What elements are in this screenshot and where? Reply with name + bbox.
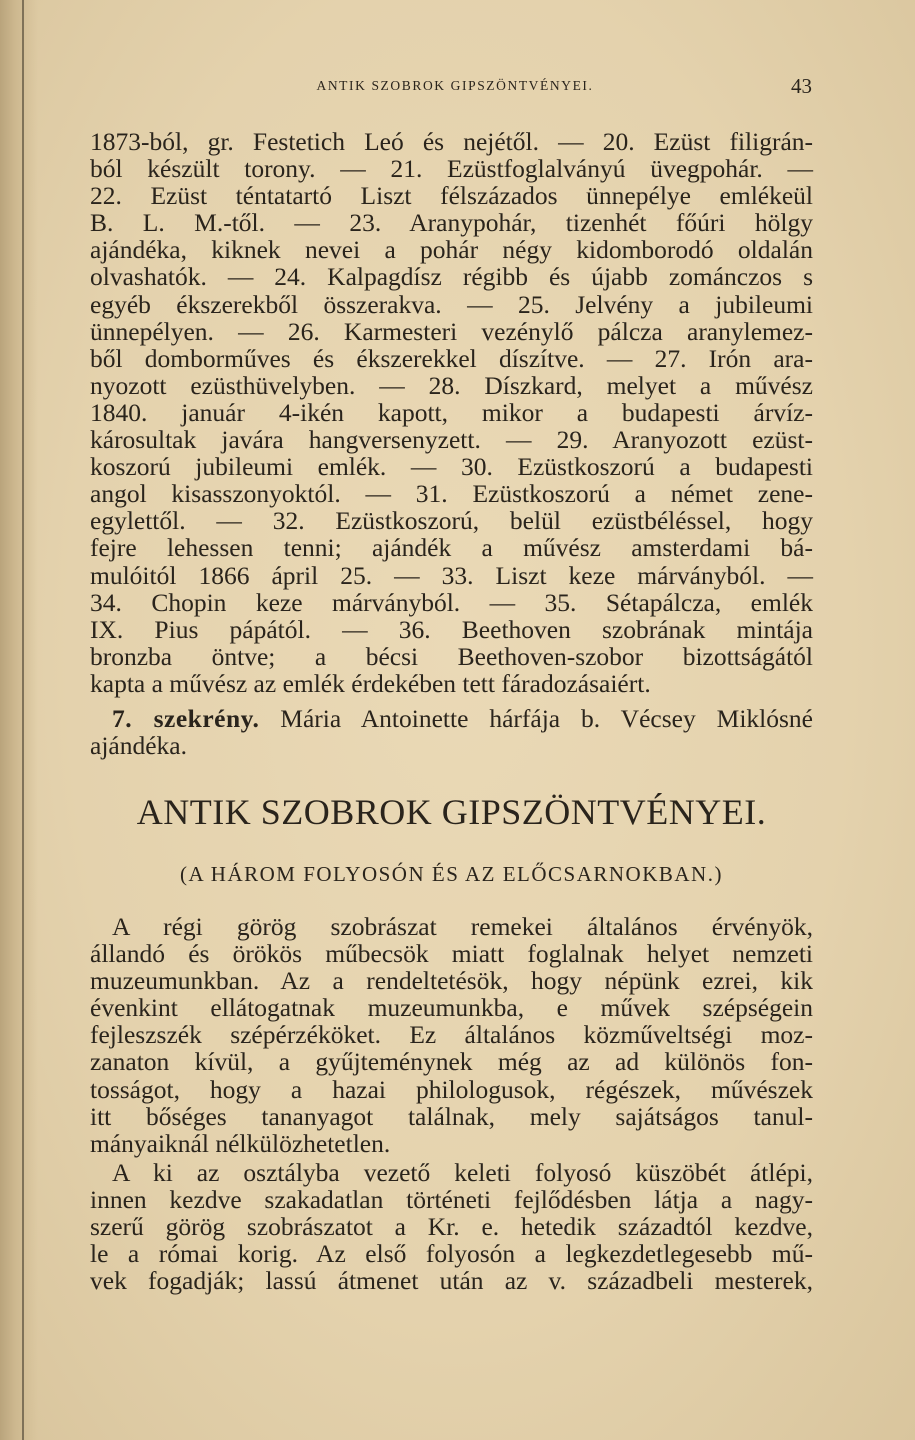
text-line: 1840. január 4-ikén kapott, mikor a budapesti árvíz- xyxy=(90,397,813,427)
text-line: egyéb ékszerekből összerakva. — 25. Jelvény a jubileumi xyxy=(90,289,813,319)
text-line: A ki az osztályba vezető keleti folyosó küszöbét átlépi, xyxy=(112,1158,813,1187)
text-line: zanaton kívül, a gyűjteménynek még az ad különös fon- xyxy=(90,1047,813,1077)
page-binding-edge-line xyxy=(22,0,24,1440)
text-line: nyozott ezüsthüvelyben. — 28. Díszkard, melyet a művész xyxy=(90,370,813,400)
section-subtitle: (A HÁROM FOLYOSÓN ÉS AZ ELŐCSARNOKBAN.) xyxy=(180,862,723,886)
text-line: 34. Chopin keze márványból. — 35. Sétapálcza, emlék xyxy=(90,587,813,617)
text-line: vek fogadják; lassú átmenet után az v. századbeli mesterek, xyxy=(90,1266,813,1296)
text-line: fejleszszék szépérzéköket. Ez általános közműveltségi moz- xyxy=(90,1020,813,1050)
running-header xyxy=(90,74,820,98)
cabinet-entry-line xyxy=(90,705,813,732)
text-line: A régi görög szobrászat remekei általános érvényök, xyxy=(112,912,813,941)
text-line: innen kezdve szakadatlan történeti fejlődésben látja a nagy- xyxy=(90,1185,813,1215)
text-line: ből domborműves és ékszerekkel díszítve. — 27. Irón ara- xyxy=(90,343,813,373)
text-line: 1873-ból, gr. Festetich Leó és nejétől. — 20. Ezüst filigrán- xyxy=(90,127,813,156)
text-line: 22. Ezüst téntatartó Liszt félszázados ünnepélye emlékeül xyxy=(90,181,813,211)
text-line: muzeumunkban. Az a rendeltetésök, hogy népünk ezrei, kik xyxy=(90,966,813,996)
text-line: bronzba öntve; a bécsi Beethoven-szobor bizottságától xyxy=(90,641,813,671)
text-line: le a római korig. Az első folyosón a legkezdetlegesebb mű- xyxy=(90,1239,813,1269)
section-title: ANTIK SZOBROK GIPSZÖNTVÉNYEI. xyxy=(136,792,767,832)
text-line: olvashatók. — 24. Kalpagdísz régibb és újabb zománczos s xyxy=(90,262,813,292)
text-line: ünnepélyen. — 26. Karmesteri vezénylő pálcza aranylemez- xyxy=(90,316,813,346)
text-line: ajándéka. xyxy=(90,731,187,761)
text-line: mányaiknál nélkülözhetetlen. xyxy=(90,1128,391,1158)
text-line: angol kisasszonyoktól. — 31. Ezüstkoszorú a német zene- xyxy=(90,479,813,509)
paragraph-1 xyxy=(90,913,813,1157)
text-line: koszorú jubileumi emlék. — 30. Ezüstkoszorú a budapesti xyxy=(90,452,813,482)
list-continuation xyxy=(90,128,813,697)
text-line: ból készült torony. — 21. Ezüstfoglalványú üvegpohár. — xyxy=(90,154,813,184)
cabinet-label: 7. szekrény. xyxy=(112,704,260,733)
cabinet-description: Mária Antoinette hárfája b. Vécsey Miklósné xyxy=(259,704,813,733)
paragraph-2 xyxy=(90,1159,813,1294)
page-number: 43 xyxy=(791,74,812,98)
text-line: károsultak javára hangversenyzett. — 29. Aranyozott ezüst- xyxy=(90,425,813,455)
text-line: kapta a művész az emlék érdekében tett fáradozásaiért. xyxy=(90,668,651,698)
text-line: állandó és örökös műbecsök miatt foglalnak helyet nemzeti xyxy=(90,939,813,969)
page-binding-shadow xyxy=(0,0,38,1440)
text-line: egylettől. — 32. Ezüstkoszorú, belül ezüstbéléssel, hogy xyxy=(90,506,813,536)
text-line: mulóitól 1866 ápril 25. — 33. Liszt keze márványból. — xyxy=(90,560,813,590)
running-title: ANTIK SZOBROK GIPSZÖNTVÉNYEI. xyxy=(316,78,594,93)
text-line: B. L. M.-től. — 23. Aranypohár, tizenhét főúri hölgy xyxy=(90,208,813,238)
text-line: ajándéka, kiknek nevei a pohár négy kidomborodó oldalán xyxy=(90,235,813,265)
text-line: itt bőséges tananyagot találnak, mely sajátságos tanul- xyxy=(90,1101,813,1131)
text-line: szerű görög szobrászatot a Kr. e. hetedik századtól kezdve, xyxy=(90,1212,813,1242)
text-line: IX. Pius pápától. — 36. Beethoven szobrának mintája xyxy=(90,614,813,644)
text-line: évenkint ellátogatnak muzeumunkba, e művek szépségein xyxy=(90,993,813,1023)
cabinet-entry xyxy=(90,705,813,759)
text-line: tosságot, hogy a hazai philologusok, régészek, művészek xyxy=(90,1074,813,1104)
text-line: fejre lehessen tenni; ajándék a művész amsterdami bá- xyxy=(90,533,813,563)
